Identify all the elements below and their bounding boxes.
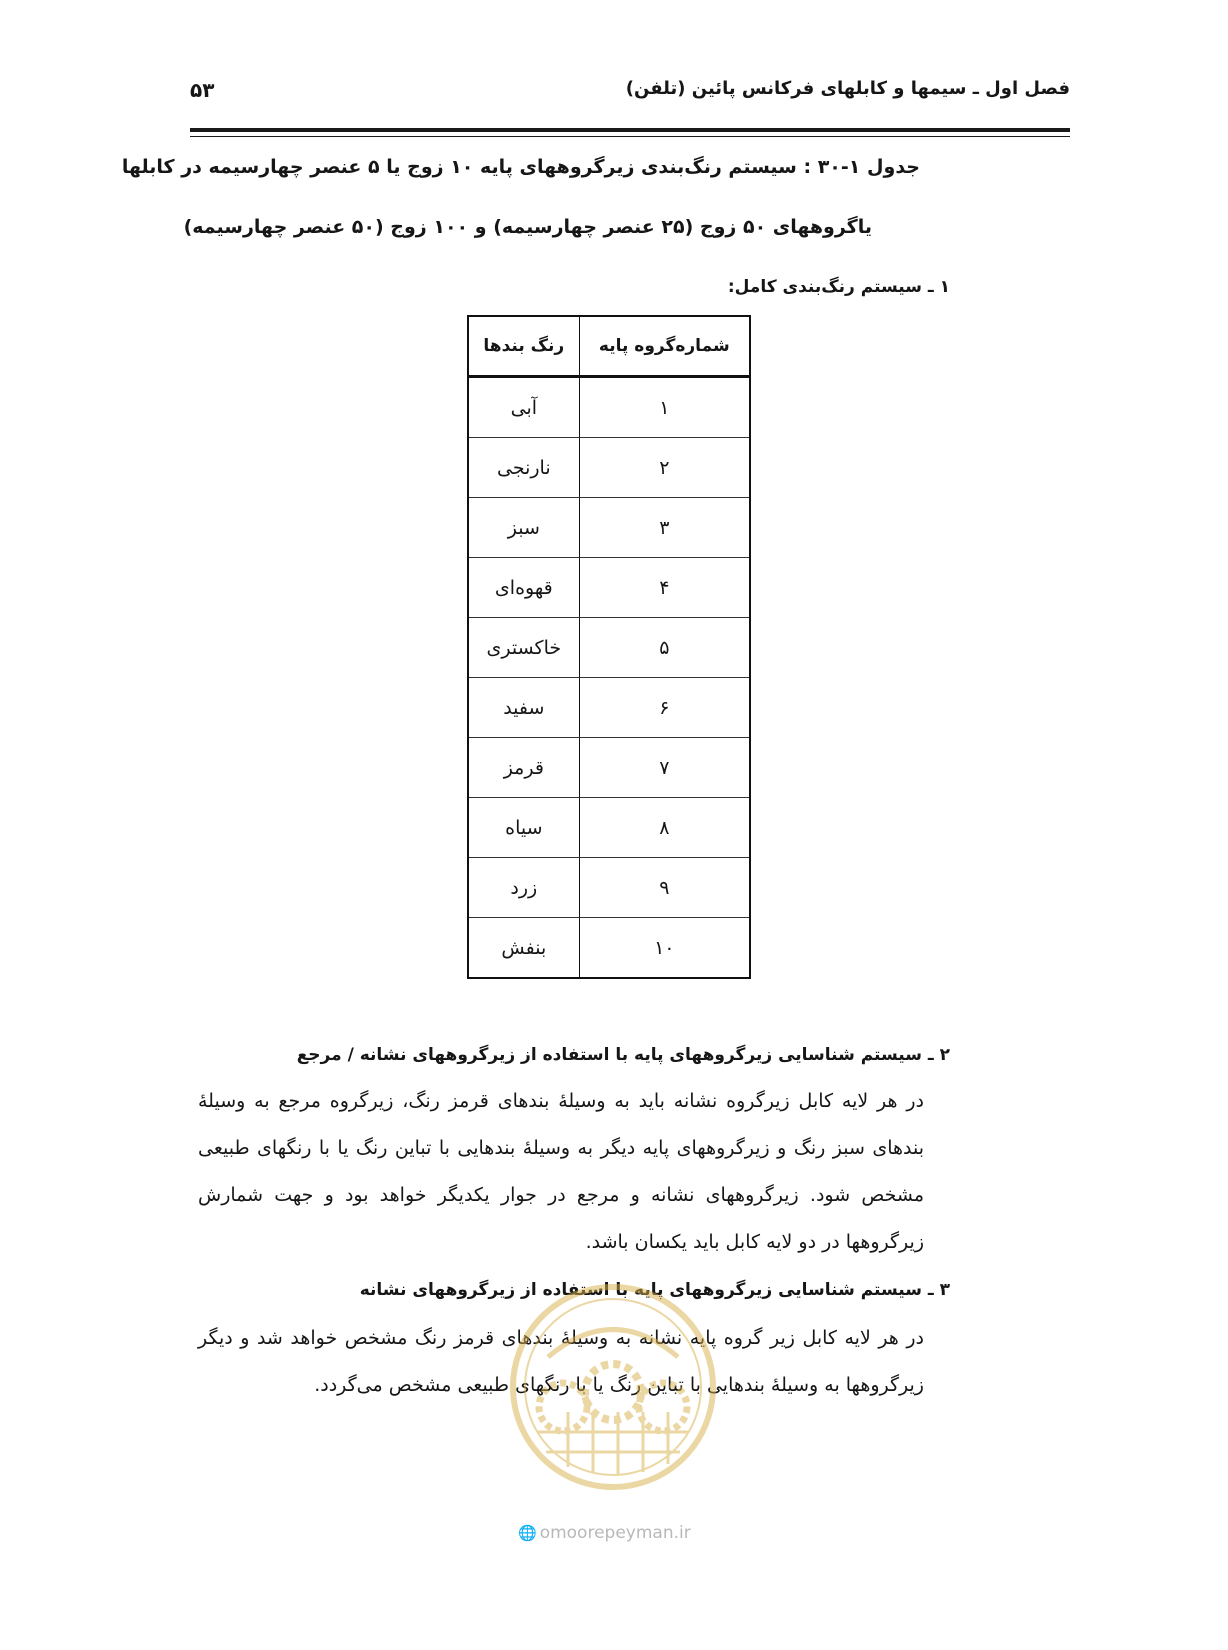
band-color-cell: سیاه: [469, 798, 580, 857]
header-rule-thin: [190, 136, 1070, 137]
table-header-row: [469, 317, 749, 378]
page-header: [190, 78, 1070, 112]
color-code-table: [467, 315, 751, 979]
table-row: [469, 378, 749, 438]
group-number-cell: ۲: [659, 456, 670, 479]
table-row: [469, 618, 749, 678]
table-caption-line-2: یاگروههای ۵۰ زوج (۲۵ عنصر چهارسیمه) و ۱۰۰ زوج (۵۰ عنصر چهارسیمه): [183, 216, 872, 238]
table-row: [469, 498, 749, 558]
section-2-paragraph: در هر لایه کابل زیرگروه نشانه باید به وسیلهٔ بندهای قرمز رنگ، زیرگروه مرجع به وسیلهٔ بندهای سبز رنگ و زیرگروههای پایه دیگر به وسیلهٔ بندهایی با تباین رنگ یا با رنگهای طبیعی مشخص شود. زیرگروههای نشانه و مرجع در جوار یکدیگر خواهد بود و جهت شمارش زیرگروهها در دو لایه کابل باید یکسان باشد.: [198, 1090, 924, 1253]
group-number-cell: ۵: [659, 636, 670, 659]
band-color-cell: سفید: [469, 678, 580, 737]
group-number-cell: ۹: [659, 876, 670, 899]
band-color-cell: آبی: [469, 378, 580, 437]
header-rule: [190, 128, 1070, 132]
watermark-url-text: omoorepeyman.ir: [539, 1523, 691, 1543]
section-3-heading: ۳ ـ سیستم شناسایی زیرگروههای پایه با استفاده از زیرگروههای نشانه: [359, 1280, 950, 1300]
band-color-cell: سبز: [469, 498, 580, 557]
table-caption-line-1: جدول ۱-۳۰ : سیستم رنگ‌بندی زیرگروههای پایه ۱۰ زوج یا ۵ عنصر چهارسیمه در کابلها: [121, 156, 920, 178]
table-row: [469, 438, 749, 498]
watermark-url: [518, 1523, 691, 1543]
watermark-seal: [508, 1282, 718, 1492]
section-2-heading: ۲ ـ سیستم شناسایی زیرگروههای پایه با استفاده از زیرگروههای نشانه / مرجع: [296, 1045, 950, 1065]
band-color-cell: قرمز: [469, 738, 580, 797]
group-number-cell: ۴: [659, 576, 670, 599]
group-number-cell: ۷: [659, 756, 670, 779]
group-number-cell: ۱۰: [654, 936, 675, 959]
globe-icon: 🌐: [518, 1524, 537, 1542]
section-3-paragraph: در هر لایه کابل زیر گروه پایه نشانه به وسیلهٔ بندهای قرمز رنگ مشخص خواهد شد و دیگر زیرگروهها به وسیلهٔ بندهایی با تباین رنگ یا با رنگهای طبیعی مشخص می‌گردد.: [198, 1327, 924, 1396]
page-number: ۵۳: [190, 78, 215, 102]
table-row: [469, 558, 749, 618]
table-row: [469, 918, 749, 977]
band-color-cell: زرد: [469, 858, 580, 917]
band-color-cell: نارنجی: [469, 438, 580, 497]
group-number-cell: ۳: [659, 516, 670, 539]
table-row: [469, 678, 749, 738]
table-row: [469, 798, 749, 858]
header-band-color: رنگ بندها: [469, 317, 580, 375]
section-1-heading: ۱ ـ سیستم رنگ‌بندی کامل:: [727, 277, 950, 297]
group-number-cell: ۱: [659, 396, 670, 419]
table-row: [469, 738, 749, 798]
header-group-number: شماره‌گروه پایه: [598, 336, 730, 356]
group-number-cell: ۶: [659, 696, 670, 719]
table-row: [469, 858, 749, 918]
chapter-title: فصل اول ـ سیمها و کابلهای فرکانس پائین (تلفن): [625, 78, 1070, 99]
band-color-cell: بنفش: [469, 918, 580, 977]
band-color-cell: خاکستری: [469, 618, 580, 677]
group-number-cell: ۸: [659, 816, 670, 839]
band-color-cell: قهوه‌ای: [469, 558, 580, 617]
